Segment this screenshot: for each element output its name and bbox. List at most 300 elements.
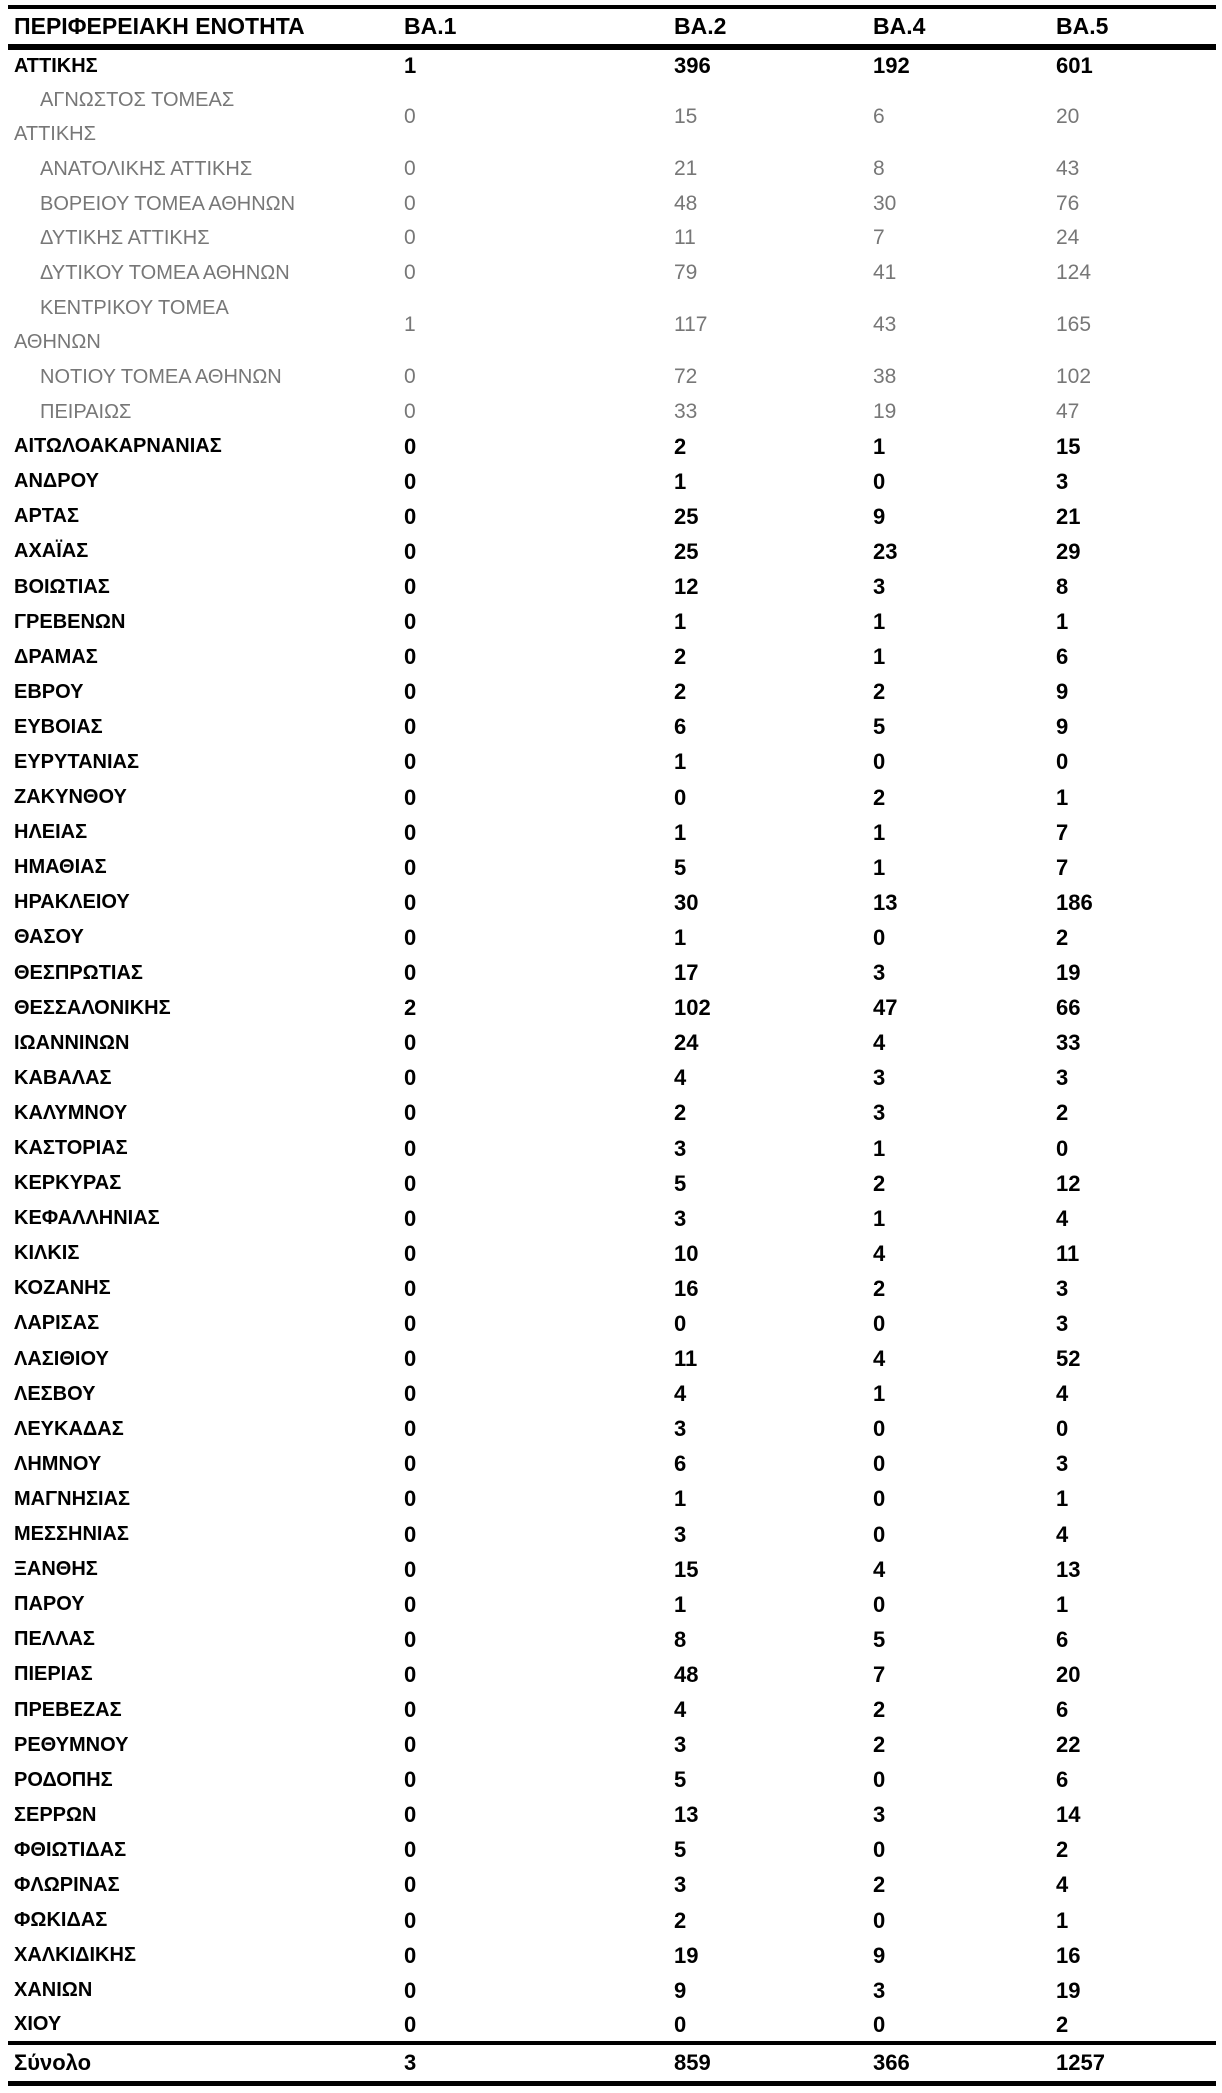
table-row (8, 640, 1216, 675)
table-row (8, 1728, 1216, 1763)
table-row (8, 991, 1216, 1026)
table-body (8, 47, 1216, 2043)
table-row (8, 534, 1216, 569)
value-ba5: 7 (1056, 854, 1069, 880)
value-ba1: 0 (404, 538, 417, 564)
value-ba5: 2 (1056, 1837, 1069, 1863)
value-ba2: 2 (674, 1100, 687, 1126)
table-subrow (8, 152, 1216, 187)
table-subrow (8, 82, 1216, 152)
value-ba4: 2 (873, 1872, 886, 1898)
table-row (8, 780, 1216, 815)
region-name: ΚΑΛΥΜΝΟΥ (14, 1101, 128, 1124)
value-ba4: 38 (873, 365, 897, 389)
value-ba1: 0 (404, 1872, 417, 1898)
value-ba2: 3 (674, 1521, 687, 1547)
region-name: ΛΑΣΙΘΙΟΥ (14, 1347, 109, 1370)
value-ba5: 1 (1056, 1907, 1069, 1933)
value-ba4: 9 (873, 503, 886, 529)
region-name: ΦΩΚΙΔΑΣ (14, 1909, 108, 1932)
table-row (8, 499, 1216, 534)
value-ba1: 0 (404, 854, 417, 880)
value-ba5: 124 (1056, 260, 1092, 284)
region-name: ΧΙΟΥ (14, 2013, 62, 2036)
value-ba2: 21 (674, 157, 698, 181)
value-ba4: 1 (873, 819, 886, 845)
total-ba1: 3 (404, 2050, 417, 2076)
table-row (8, 1026, 1216, 1061)
value-ba4: 3 (873, 1977, 886, 2003)
value-ba1: 0 (404, 2011, 417, 2037)
value-ba1: 0 (404, 1030, 417, 1056)
value-ba4: 0 (873, 749, 886, 775)
value-ba1: 0 (404, 226, 416, 250)
value-ba2: 4 (674, 1697, 687, 1723)
value-ba1: 0 (404, 1521, 417, 1547)
value-ba5: 3 (1056, 1275, 1069, 1301)
table-row (8, 1798, 1216, 1833)
value-ba4: 2 (873, 679, 886, 705)
value-ba2: 25 (674, 538, 699, 564)
value-ba4: 2 (873, 1732, 886, 1758)
value-ba4: 6 (873, 105, 885, 129)
value-ba1: 0 (404, 157, 416, 181)
value-ba1: 0 (404, 433, 417, 459)
region-name: ΦΛΩΡΙΝΑΣ (14, 1873, 120, 1896)
value-ba5: 13 (1056, 1556, 1081, 1582)
value-ba1: 0 (404, 819, 417, 845)
value-ba1: 0 (404, 1732, 417, 1758)
table-row (8, 850, 1216, 885)
value-ba5: 16 (1056, 1942, 1081, 1968)
region-name: ΚΟΖΑΝΗΣ (14, 1277, 111, 1300)
value-ba2: 102 (674, 995, 711, 1021)
table-row (8, 710, 1216, 745)
value-ba5: 4 (1056, 1205, 1069, 1231)
value-ba5: 1 (1056, 1486, 1069, 1512)
value-ba4: 43 (873, 313, 897, 337)
value-ba4: 1 (873, 609, 886, 635)
table-row (8, 920, 1216, 955)
region-name: ΔΡΑΜΑΣ (14, 645, 98, 668)
region-name: ΒΟΙΩΤΙΑΣ (14, 575, 110, 598)
region-name: ΘΕΣΣΑΛΟΝΙΚΗΣ (14, 996, 171, 1019)
region-name: ΠΡΕΒΕΖΑΣ (14, 1698, 122, 1721)
region-name: ΝΟΤΙΟΥ ΤΟΜΕΑ ΑΘΗΝΩΝ (40, 366, 282, 389)
value-ba1: 0 (404, 1451, 417, 1477)
region-name-line: ΑΓΝΩΣΤΟΣ ΤΟΜΕΑΣ (40, 89, 235, 112)
region-name: ΚΑΒΑΛΑΣ (14, 1066, 112, 1089)
value-ba2: 33 (674, 399, 698, 423)
header-ba5: ΒΑ.5 (1056, 13, 1109, 39)
region-name: ΑΧΑΪΑΣ (14, 540, 89, 563)
value-ba1: 0 (404, 1942, 417, 1968)
value-ba1: 0 (404, 468, 417, 494)
value-ba4: 4 (873, 1240, 886, 1266)
region-name: ΑΡΤΑΣ (14, 505, 79, 528)
value-ba1: 0 (404, 1381, 417, 1407)
value-ba1: 0 (404, 1240, 417, 1266)
table-row (8, 1447, 1216, 1482)
value-ba4: 1 (873, 1381, 886, 1407)
value-ba4: 4 (873, 1556, 886, 1582)
value-ba5: 2 (1056, 2011, 1069, 2037)
value-ba4: 192 (873, 53, 910, 79)
region-name (8, 290, 398, 360)
value-ba2: 10 (674, 1240, 699, 1266)
value-ba5: 4 (1056, 1872, 1069, 1898)
value-ba1: 0 (404, 260, 416, 284)
value-ba5: 3 (1056, 1310, 1069, 1336)
header-ba4: ΒΑ.4 (873, 13, 926, 39)
region-name: ΖΑΚΥΝΘΟΥ (14, 786, 127, 809)
value-ba5: 3 (1056, 1065, 1069, 1091)
region-name: ΑΤΤΙΚΗΣ (14, 54, 98, 77)
value-ba2: 3 (674, 1872, 687, 1898)
value-ba4: 0 (873, 1451, 886, 1477)
value-ba1: 0 (404, 749, 417, 775)
region-name-line: ΚΕΝΤΡΙΚΟΥ ΤΟΜΕΑ (40, 297, 229, 320)
value-ba5: 66 (1056, 995, 1081, 1021)
value-ba4: 7 (873, 226, 885, 250)
value-ba5: 19 (1056, 1977, 1081, 2003)
region-name: ΘΕΣΠΡΩΤΙΑΣ (14, 961, 143, 984)
table-subrow (8, 360, 1216, 395)
value-ba5: 1 (1056, 784, 1069, 810)
value-ba2: 1 (674, 1486, 687, 1512)
value-ba4: 1 (873, 854, 886, 880)
value-ba2: 1 (674, 609, 687, 635)
region-name: ΚΕΡΚΥΡΑΣ (14, 1172, 122, 1195)
value-ba2: 1 (674, 924, 687, 950)
value-ba5: 6 (1056, 644, 1069, 670)
value-ba4: 0 (873, 1591, 886, 1617)
region-name: ΠΑΡΟΥ (14, 1593, 85, 1616)
value-ba2: 5 (674, 854, 687, 880)
value-ba1: 0 (404, 1837, 417, 1863)
region-name: ΠΕΙΡΑΙΩΣ (40, 400, 132, 423)
value-ba2: 3 (674, 1205, 687, 1231)
value-ba2: 5 (674, 1767, 687, 1793)
region-name-line: ΑΘΗΝΩΝ (14, 331, 101, 354)
region-name: ΕΥΡΥΤΑΝΙΑΣ (14, 750, 139, 773)
value-ba5: 6 (1056, 1767, 1069, 1793)
value-ba1: 0 (404, 960, 417, 986)
value-ba5: 0 (1056, 1416, 1069, 1442)
value-ba2: 0 (674, 1310, 687, 1336)
header-ba1: ΒΑ.1 (404, 13, 457, 39)
region-name: ΑΝΔΡΟΥ (14, 470, 99, 493)
region-name-line: ΑΤΤΙΚΗΣ (14, 123, 96, 146)
value-ba4: 3 (873, 960, 886, 986)
value-ba2: 25 (674, 503, 699, 529)
value-ba5: 20 (1056, 105, 1080, 129)
total-ba5: 1257 (1056, 2050, 1105, 2076)
value-ba4: 0 (873, 1837, 886, 1863)
value-ba5: 47 (1056, 399, 1080, 423)
value-ba5: 43 (1056, 157, 1080, 181)
value-ba1: 0 (404, 924, 417, 950)
region-name: ΔΥΤΙΚΟΥ ΤΟΜΕΑ ΑΘΗΝΩΝ (40, 261, 290, 284)
table-row (8, 885, 1216, 920)
value-ba1: 0 (404, 1205, 417, 1231)
value-ba2: 3 (674, 1416, 687, 1442)
value-ba5: 601 (1056, 53, 1093, 79)
region-name: ΚΑΣΤΟΡΙΑΣ (14, 1137, 128, 1160)
value-ba4: 0 (873, 2011, 886, 2037)
table-row (8, 1938, 1216, 1973)
value-ba5: 14 (1056, 1802, 1081, 1828)
table-row (8, 675, 1216, 710)
region-name: ΦΘΙΩΤΙΔΑΣ (14, 1838, 127, 1861)
value-ba4: 0 (873, 1767, 886, 1793)
value-ba2: 5 (674, 1170, 687, 1196)
value-ba5: 4 (1056, 1381, 1069, 1407)
value-ba4: 5 (873, 714, 886, 740)
value-ba5: 19 (1056, 960, 1081, 986)
value-ba1: 0 (404, 1661, 417, 1687)
value-ba2: 12 (674, 574, 699, 600)
value-ba1: 0 (404, 784, 417, 810)
value-ba2: 1 (674, 819, 687, 845)
value-ba1: 0 (404, 644, 417, 670)
value-ba2: 2 (674, 679, 687, 705)
value-ba5: 8 (1056, 574, 1069, 600)
table-row (8, 47, 1216, 82)
table-row (8, 1763, 1216, 1798)
table-row (8, 1061, 1216, 1096)
table-row (8, 1166, 1216, 1201)
value-ba4: 0 (873, 924, 886, 950)
table-row (8, 1306, 1216, 1341)
total-ba4: 366 (873, 2050, 910, 2076)
region-name: ΛΑΡΙΣΑΣ (14, 1312, 100, 1335)
value-ba4: 41 (873, 260, 897, 284)
table-row (8, 2008, 1216, 2043)
value-ba1: 2 (404, 995, 417, 1021)
value-ba1: 0 (404, 1135, 417, 1161)
value-ba1: 0 (404, 1065, 417, 1091)
value-ba5: 24 (1056, 226, 1080, 250)
value-ba2: 2 (674, 433, 687, 459)
table-subrow (8, 395, 1216, 430)
value-ba4: 2 (873, 1697, 886, 1723)
value-ba5: 4 (1056, 1521, 1069, 1547)
value-ba1: 0 (404, 1802, 417, 1828)
table-header-row (8, 7, 1216, 47)
value-ba1: 0 (404, 679, 417, 705)
value-ba1: 0 (404, 714, 417, 740)
region-name: ΕΥΒΟΙΑΣ (14, 715, 103, 738)
value-ba5: 0 (1056, 749, 1069, 775)
table-row (8, 464, 1216, 499)
total-row (8, 2043, 1216, 2083)
regional-cases-table (8, 5, 1216, 2086)
value-ba2: 5 (674, 1837, 687, 1863)
value-ba5: 0 (1056, 1135, 1069, 1161)
value-ba1: 0 (404, 1977, 417, 2003)
value-ba5: 21 (1056, 503, 1081, 529)
region-name: ΠΕΛΛΑΣ (14, 1628, 95, 1651)
value-ba5: 15 (1056, 433, 1081, 459)
value-ba5: 102 (1056, 365, 1092, 389)
value-ba5: 12 (1056, 1170, 1081, 1196)
region-name: ΜΕΣΣΗΝΙΑΣ (14, 1523, 129, 1546)
region-name: ΜΑΓΝΗΣΙΑΣ (14, 1487, 131, 1510)
value-ba2: 1 (674, 1591, 687, 1617)
value-ba2: 3 (674, 1135, 687, 1161)
value-ba4: 0 (873, 1416, 886, 1442)
value-ba1: 0 (404, 1626, 417, 1652)
region-name: ΡΟΔΟΠΗΣ (14, 1768, 113, 1791)
value-ba2: 8 (674, 1626, 687, 1652)
value-ba5: 1 (1056, 1591, 1069, 1617)
table-subrow (8, 221, 1216, 256)
value-ba1: 0 (404, 1697, 417, 1723)
value-ba2: 2 (674, 1907, 687, 1933)
value-ba2: 79 (674, 260, 698, 284)
value-ba4: 0 (873, 468, 886, 494)
table-row (8, 1271, 1216, 1306)
value-ba2: 2 (674, 644, 687, 670)
table-row (8, 1903, 1216, 1938)
value-ba2: 48 (674, 1661, 699, 1687)
table-row (8, 1692, 1216, 1727)
value-ba1: 1 (404, 313, 416, 337)
value-ba4: 30 (873, 191, 897, 215)
value-ba5: 6 (1056, 1697, 1069, 1723)
value-ba4: 0 (873, 1486, 886, 1512)
table-row (8, 745, 1216, 780)
region-name (8, 82, 398, 152)
table-row (8, 1833, 1216, 1868)
table-row (8, 1657, 1216, 1692)
table-row (8, 429, 1216, 464)
value-ba4: 0 (873, 1907, 886, 1933)
region-name: ΞΑΝΘΗΣ (14, 1558, 98, 1581)
value-ba2: 11 (674, 226, 696, 250)
table-row (8, 1096, 1216, 1131)
region-name: ΛΗΜΝΟΥ (14, 1452, 102, 1475)
value-ba5: 22 (1056, 1732, 1081, 1758)
value-ba5: 3 (1056, 468, 1069, 494)
value-ba1: 1 (404, 53, 417, 79)
table-subrow (8, 187, 1216, 222)
value-ba4: 3 (873, 574, 886, 600)
value-ba5: 11 (1056, 1240, 1080, 1266)
value-ba5: 9 (1056, 679, 1069, 705)
table-subrow (8, 290, 1216, 360)
value-ba2: 15 (674, 105, 698, 129)
value-ba1: 0 (404, 365, 416, 389)
value-ba4: 4 (873, 1346, 886, 1372)
value-ba1: 0 (404, 889, 417, 915)
value-ba1: 0 (404, 574, 417, 600)
table-row (8, 956, 1216, 991)
value-ba4: 0 (873, 1521, 886, 1547)
region-name: ΓΡΕΒΕΝΩΝ (14, 610, 126, 633)
value-ba4: 9 (873, 1942, 886, 1968)
region-name: ΚΕΦΑΛΛΗΝΙΑΣ (14, 1207, 160, 1230)
value-ba1: 0 (404, 1275, 417, 1301)
value-ba2: 72 (674, 365, 698, 389)
region-name: ΛΕΥΚΑΔΑΣ (14, 1417, 124, 1440)
table-row (8, 1552, 1216, 1587)
region-name: ΑΙΤΩΛΟΑΚΑΡΝΑΝΙΑΣ (14, 435, 222, 458)
table-row (8, 1587, 1216, 1622)
value-ba5: 186 (1056, 889, 1093, 915)
value-ba4: 8 (873, 157, 885, 181)
value-ba4: 1 (873, 433, 886, 459)
value-ba1: 0 (404, 1486, 417, 1512)
value-ba2: 117 (674, 313, 708, 337)
table-row (8, 1201, 1216, 1236)
region-name: ΘΑΣΟΥ (14, 926, 84, 949)
table-row (8, 1236, 1216, 1271)
value-ba1: 0 (404, 1767, 417, 1793)
value-ba2: 6 (674, 1451, 687, 1477)
value-ba1: 0 (404, 1346, 417, 1372)
value-ba1: 0 (404, 1591, 417, 1617)
region-name: ΑΝΑΤΟΛΙΚΗΣ ΑΤΤΙΚΗΣ (40, 158, 253, 181)
value-ba5: 2 (1056, 924, 1069, 950)
value-ba4: 5 (873, 1626, 886, 1652)
value-ba2: 24 (674, 1030, 699, 1056)
value-ba4: 2 (873, 784, 886, 810)
value-ba4: 1 (873, 1135, 886, 1161)
value-ba1: 0 (404, 1556, 417, 1582)
value-ba4: 1 (873, 644, 886, 670)
value-ba4: 2 (873, 1170, 886, 1196)
value-ba2: 9 (674, 1977, 687, 2003)
value-ba5: 2 (1056, 1100, 1069, 1126)
value-ba2: 11 (674, 1346, 698, 1372)
value-ba1: 0 (404, 503, 417, 529)
value-ba1: 0 (404, 105, 416, 129)
value-ba2: 0 (674, 784, 687, 810)
value-ba1: 0 (404, 1416, 417, 1442)
value-ba4: 19 (873, 399, 897, 423)
region-name: ΕΒΡΟΥ (14, 680, 84, 703)
region-name: ΒΟΡΕΙΟΥ ΤΟΜΕΑ ΑΘΗΝΩΝ (40, 192, 296, 215)
region-name: ΠΙΕΡΙΑΣ (14, 1663, 93, 1686)
table-row (8, 1517, 1216, 1552)
table-row (8, 1973, 1216, 2008)
region-name: ΛΕΣΒΟΥ (14, 1382, 96, 1405)
region-name: ΙΩΑΝΝΙΝΩΝ (14, 1031, 130, 1054)
value-ba2: 396 (674, 53, 711, 79)
value-ba2: 4 (674, 1065, 687, 1091)
value-ba2: 13 (674, 1802, 699, 1828)
value-ba1: 0 (404, 1170, 417, 1196)
value-ba2: 6 (674, 714, 687, 740)
value-ba5: 52 (1056, 1346, 1081, 1372)
table-row (8, 1131, 1216, 1166)
value-ba4: 3 (873, 1100, 886, 1126)
header-ba2: ΒΑ.2 (674, 13, 727, 39)
value-ba2: 30 (674, 889, 699, 915)
table-row (8, 1622, 1216, 1657)
total-ba2: 859 (674, 2050, 711, 2076)
value-ba1: 0 (404, 1310, 417, 1336)
value-ba5: 29 (1056, 538, 1081, 564)
value-ba5: 20 (1056, 1661, 1081, 1687)
value-ba1: 0 (404, 609, 417, 635)
value-ba4: 2 (873, 1275, 886, 1301)
value-ba2: 48 (674, 191, 698, 215)
table-row (8, 1412, 1216, 1447)
value-ba1: 0 (404, 399, 416, 423)
